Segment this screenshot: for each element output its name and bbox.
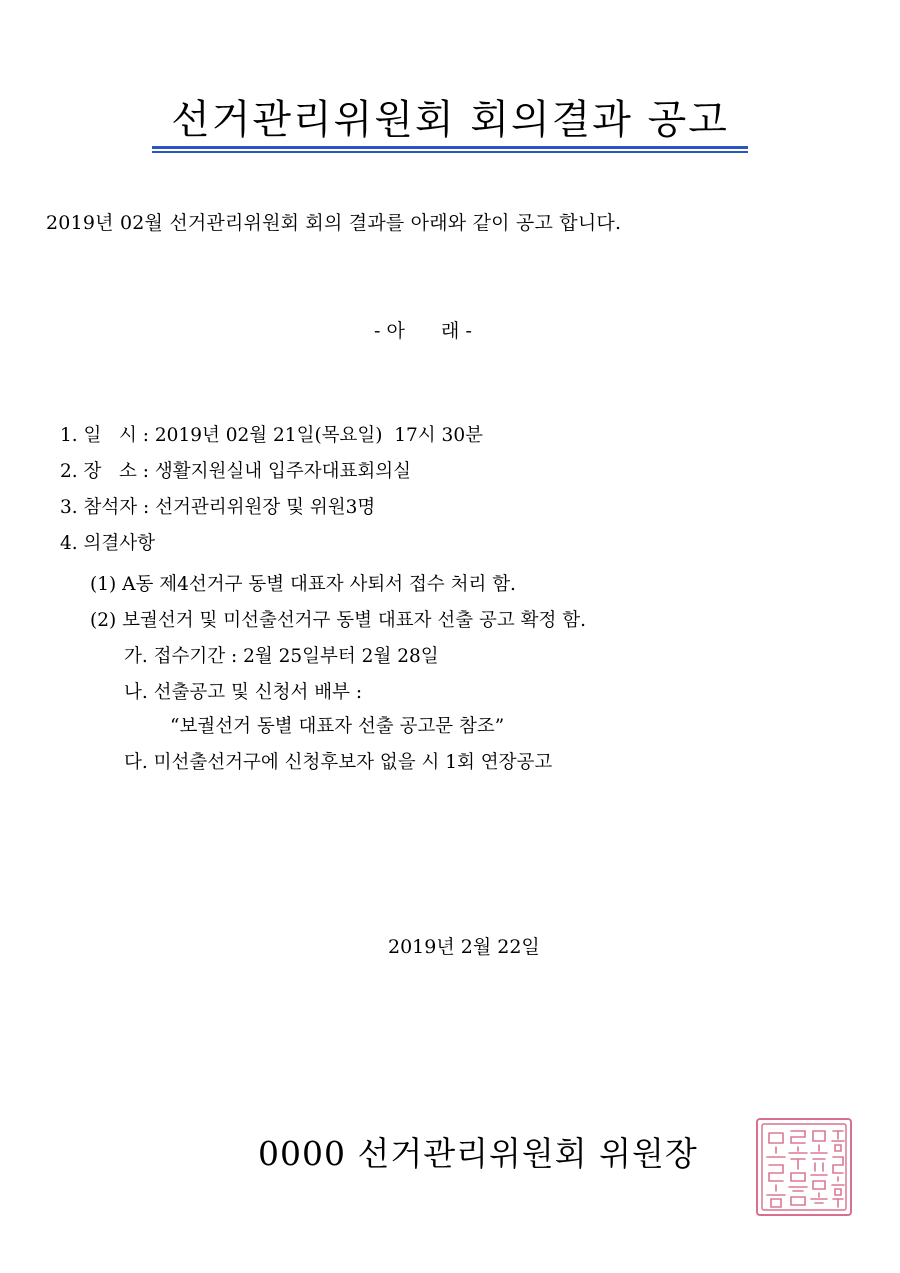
detail-na: 나. 선출공고 및 신청서 배부 :: [124, 682, 363, 703]
page-title: 선거관리위원회 회의결과 공고: [171, 97, 729, 143]
announcement-date: 2019년 2월 22일: [388, 936, 540, 958]
title-underline-top: [152, 146, 748, 149]
intro-text: 2019년 02월 선거관리위원회 회의 결과를 아래와 같이 공고 합니다.: [46, 212, 622, 234]
title-underline-bottom: [152, 151, 748, 153]
item-resolutions: 4. 의결사항: [60, 533, 156, 554]
item-datetime: 1. 일 시 : 2019년 02월 21일(목요일) 17시 30분: [60, 425, 483, 446]
detail-da: 다. 미선출선거구에 신청후보자 없을 시 1회 연장공고: [124, 752, 553, 773]
item-attendees: 3. 참석자 : 선거관리위원장 및 위원3명: [60, 497, 376, 518]
title-block: [152, 92, 748, 148]
signatory: 0000 선거관리위원회 위원장: [258, 1134, 698, 1173]
resolution-1: (1) A동 제4선거구 동별 대표자 사퇴서 접수 처리 함.: [90, 574, 516, 595]
detail-quote: “보궐선거 동별 대표자 선출 공고문 참조”: [170, 716, 505, 737]
section-heading: - 아 래 -: [374, 320, 472, 342]
resolution-2: (2) 보궐선거 및 미선출선거구 동별 대표자 선출 공고 확정 함.: [90, 610, 587, 631]
official-seal-stamp: [755, 1117, 853, 1217]
item-location: 2. 장 소 : 생활지원실내 입주자대표회의실: [60, 461, 411, 482]
detail-ga: 가. 접수기간 : 2월 25일부터 2월 28일: [124, 646, 439, 667]
